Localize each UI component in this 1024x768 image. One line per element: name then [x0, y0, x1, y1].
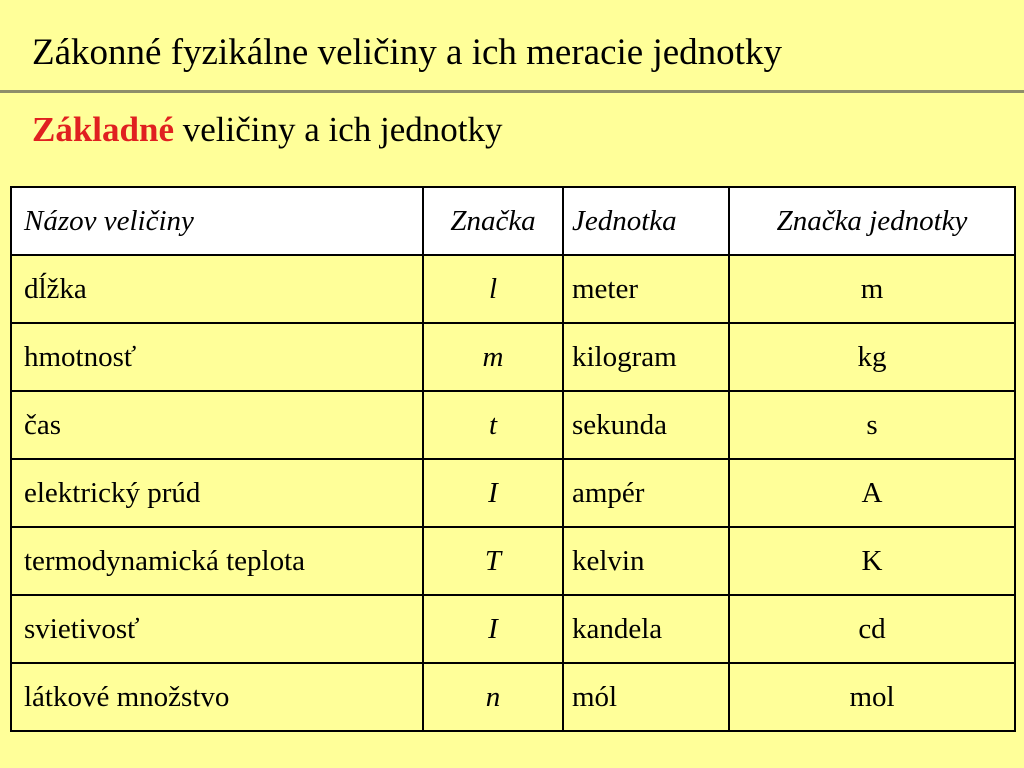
- cell-unit: ampér: [563, 459, 729, 527]
- cell-unit: kandela: [563, 595, 729, 663]
- cell-symbol: T: [423, 527, 563, 595]
- table-row: [11, 391, 1015, 459]
- cell-symbol: t: [423, 391, 563, 459]
- cell-unit: sekunda: [563, 391, 729, 459]
- cell-unit: kilogram: [563, 323, 729, 391]
- cell-quantity-name: látkové množstvo: [11, 663, 423, 731]
- cell-unit-symbol: cd: [729, 595, 1015, 663]
- cell-quantity-name: svietivosť: [11, 595, 423, 663]
- quantities-table: [10, 186, 1016, 732]
- cell-quantity-name: dĺžka: [11, 255, 423, 323]
- cell-unit: meter: [563, 255, 729, 323]
- table-row: [11, 459, 1015, 527]
- table-row: [11, 663, 1015, 731]
- cell-symbol: l: [423, 255, 563, 323]
- cell-quantity-name: termodynamická teplota: [11, 527, 423, 595]
- table-header-row: [11, 187, 1015, 255]
- header-symbol: Značka: [423, 187, 563, 255]
- subtitle-highlight: Základné: [32, 110, 174, 149]
- cell-unit-symbol: A: [729, 459, 1015, 527]
- title-divider: [0, 90, 1024, 93]
- cell-symbol: n: [423, 663, 563, 731]
- subtitle-text: veličiny a ich jednotky: [174, 110, 503, 149]
- table-row: [11, 255, 1015, 323]
- header-quantity-name: Názov veličiny: [11, 187, 423, 255]
- header-unit: Jednotka: [563, 187, 729, 255]
- cell-unit-symbol: K: [729, 527, 1015, 595]
- cell-quantity-name: elektrický prúd: [11, 459, 423, 527]
- cell-unit-symbol: mol: [729, 663, 1015, 731]
- cell-unit: kelvin: [563, 527, 729, 595]
- slide-title: Zákonné fyzikálne veličiny a ich meracie jednotky: [32, 32, 782, 73]
- cell-unit-symbol: kg: [729, 323, 1015, 391]
- cell-quantity-name: čas: [11, 391, 423, 459]
- cell-unit-symbol: m: [729, 255, 1015, 323]
- cell-symbol: m: [423, 323, 563, 391]
- cell-unit-symbol: s: [729, 391, 1015, 459]
- cell-symbol: I: [423, 595, 563, 663]
- cell-unit: mól: [563, 663, 729, 731]
- table-row: [11, 595, 1015, 663]
- table-row: [11, 323, 1015, 391]
- cell-quantity-name: hmotnosť: [11, 323, 423, 391]
- slide-subtitle: [32, 112, 503, 147]
- table-row: [11, 527, 1015, 595]
- cell-symbol: I: [423, 459, 563, 527]
- header-unit-symbol: Značka jednotky: [729, 187, 1015, 255]
